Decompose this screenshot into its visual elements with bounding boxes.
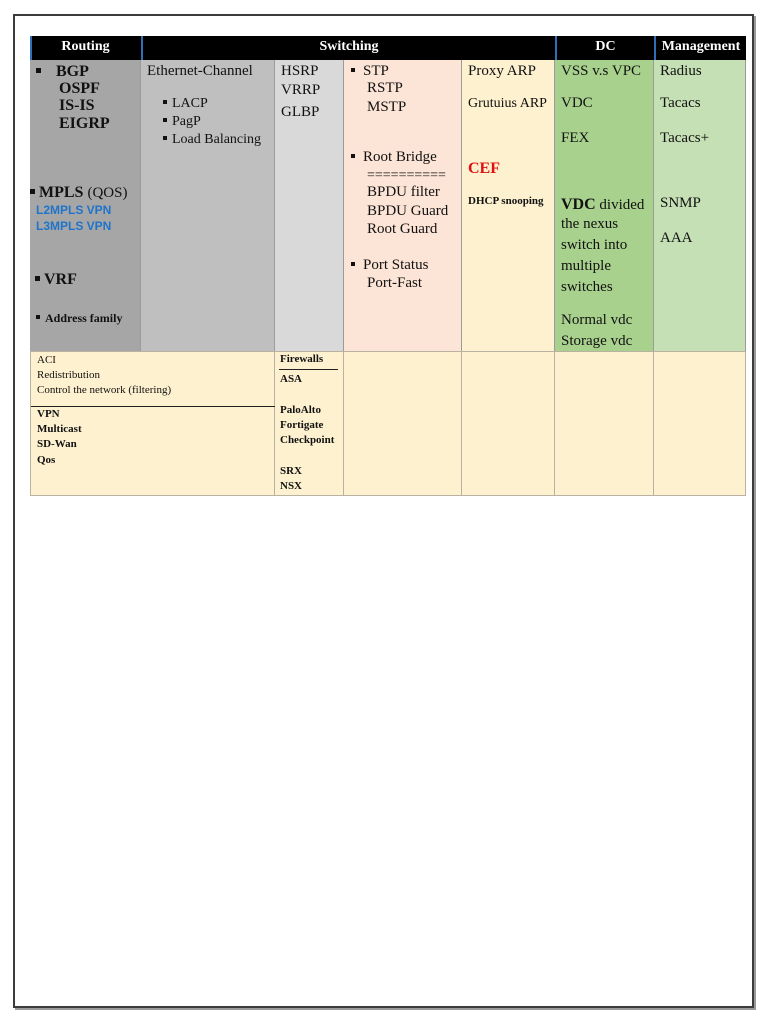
header-switching: Switching [141,36,555,60]
fhrp-hsrp: HSRP [281,63,319,79]
ethernet-lacp-item [163,95,208,112]
bottom-left-cell [30,352,275,496]
dc-vss-vpc: VSS v.s VPC [561,63,642,79]
bullet-icon [163,100,167,104]
firewalls-asa: ASA [280,373,303,385]
firewalls-checkpoint: Checkpoint [280,434,335,446]
stp-column [344,60,462,352]
bottom-multicast: Multicast [37,423,82,435]
dc-vdc-bold: VDC [561,196,596,213]
ethernet-load-balancing-item [163,131,261,148]
firewalls-divider [279,369,338,370]
bottom-empty-cell-4 [654,352,746,496]
stp-port-fast: Port-Fast [367,275,423,291]
dc-vdc-line2: the nexus [561,216,619,232]
stp-bpdu-filter: BPDU filter [367,184,440,200]
bullet-icon [351,68,355,72]
bottom-control: Control the network (filtering) [37,384,172,396]
routing-bgp: BGP [56,63,89,80]
ethernet-channel-column [141,60,275,352]
firewalls-title: Firewalls [280,353,324,365]
arp-column [462,60,555,352]
bottom-aci: ACI [37,354,56,366]
stp-port-status-item [351,257,428,274]
dc-normal-vdc: Normal vdc [561,312,633,328]
bottom-sdwan: SD-Wan [37,438,77,450]
ethernet-title: Ethernet-Channel [147,63,253,79]
arp-dhcp-snooping: DHCP snooping [468,195,544,207]
header-dc: DC [555,36,654,60]
arp-proxy-arp: Proxy ARP [468,63,536,79]
stp-mstp: MSTP [367,99,407,115]
routing-address-family: Address family [45,311,123,325]
management-snmp: SNMP [660,195,701,211]
bottom-qos: Qos [37,454,56,466]
routing-qos: (QOS) [87,185,128,201]
dc-vdc-line1: divided [595,197,645,213]
fhrp-column [275,60,344,352]
bullet-icon [163,118,167,122]
routing-column [30,60,141,352]
routing-mpls: MPLS [39,184,84,201]
stp-port-status: Port Status [363,257,429,273]
stp-root-bridge-item [351,149,437,166]
management-tacacs: Tacacs [660,95,701,111]
bottom-vpn: VPN [37,408,60,420]
routing-isis: IS-IS [59,97,95,114]
bottom-firewalls-cell [275,352,344,496]
bottom-empty-cell-1 [344,352,462,496]
routing-bgp-item [36,63,89,80]
dc-vdc-line4: multiple [561,258,611,274]
firewalls-nsx: NSX [280,480,303,492]
dc-vdc-line3: switch into [561,237,628,253]
dc-vdc-desc-line1 [561,196,644,214]
stp-separator: ========== [367,168,446,183]
routing-vrf: VRF [44,271,77,288]
routing-l2mpls: L2MPLS VPN [36,203,112,217]
header-routing: Routing [30,36,141,60]
dc-fex: FEX [561,130,590,146]
row-divider [30,351,746,352]
management-column [654,60,746,352]
routing-ospf: OSPF [59,80,100,97]
bottom-empty-cell-2 [462,352,555,496]
stp-root-bridge: Root Bridge [363,149,437,165]
bullet-icon [36,68,41,73]
routing-mpls-item [30,184,127,202]
bottom-redistribution: Redistribution [37,369,100,381]
bottom-empty-cell-3 [555,352,654,496]
routing-l3mpls: L3MPLS VPN [36,219,112,233]
stp-stp-item [351,63,389,80]
bottom-divider [31,406,276,407]
stp-bpdu-guard: BPDU Guard [367,203,449,219]
dc-vdc-line5: switches [561,279,613,295]
bullet-icon [351,154,355,158]
routing-vrf-item [35,271,77,288]
fhrp-vrrp: VRRP [281,82,321,98]
bullet-icon [36,315,40,319]
firewalls-paloalto: PaloAlto [280,404,321,416]
bullet-icon [351,262,355,266]
bullet-icon [35,276,40,281]
ethernet-load-balancing: Load Balancing [172,132,262,147]
firewalls-fortigate: Fortigate [280,419,324,431]
dc-column [555,60,654,352]
management-tacacs-plus: Tacacs+ [660,130,710,146]
fhrp-glbp: GLBP [281,104,320,120]
routing-eigrp: EIGRP [59,115,110,132]
bullet-icon [30,189,35,194]
routing-address-family-item [36,310,122,327]
ethernet-pagp-item [163,113,201,130]
stp-stp: STP [363,63,389,79]
stp-root-guard: Root Guard [367,221,438,237]
ethernet-lacp: LACP [172,96,208,111]
ethernet-pagp: PagP [172,114,201,129]
arp-cef: CEF [468,160,500,177]
management-aaa: AAA [660,230,693,246]
management-radius: Radius [660,63,702,79]
firewalls-srx: SRX [280,465,303,477]
arp-gratuitous-arp: Grutuius ARP [468,96,547,111]
stp-rstp: RSTP [367,80,403,96]
bullet-icon [163,136,167,140]
dc-storage-vdc: Storage vdc [561,333,633,349]
dc-vdc: VDC [561,95,593,111]
header-management: Management [654,36,746,60]
header-accent [30,36,32,60]
